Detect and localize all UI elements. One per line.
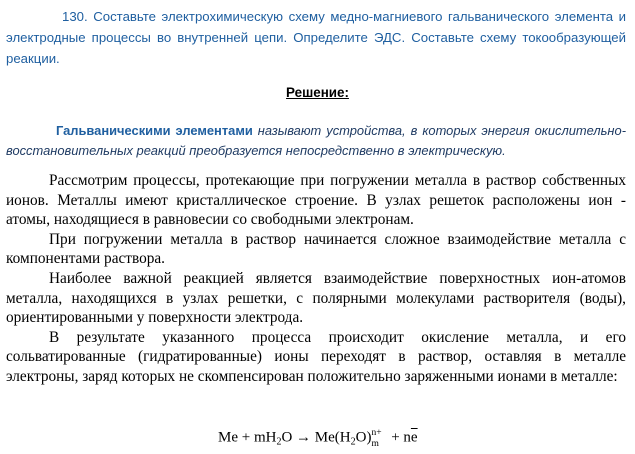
- body-text: [6, 171, 626, 387]
- definition-text: называют устройства, в которых энергия окислительно-восстановительных реакций преобразуется непосредственно в электрическую.: [6, 123, 626, 158]
- definition-term: Гальваническими элементами: [56, 123, 253, 138]
- paragraph: Наиболее важной реакцией является взаимодействие поверхностных ион-атомов металла, находящихся в узлах решетки, с полярными молекулами растворителя (воды), ориентированными у поверхности электрода.: [6, 269, 626, 327]
- solution-heading: Решение:: [286, 85, 349, 100]
- equation-coefficient: m: [371, 439, 379, 449]
- equation: [218, 427, 418, 449]
- equation-subscript: 2: [276, 436, 282, 448]
- paragraph: При погружении металла в раствор начинается сложное взаимодействие металла с компонентами раствора.: [6, 230, 626, 268]
- equation-arrow-part: O → Me(H: [281, 429, 351, 446]
- equation-charge-stack: [371, 427, 387, 449]
- task-text: 130. Составьте электрохимическую схему медно-магниевого гальванического элемента и электродные процессы во внутренней цепи. Определите ЭДС. Составьте схему токообразующей реакции.: [6, 9, 626, 66]
- electron-symbol: $\overline{e}$: [410, 429, 418, 446]
- equation-bracket: O): [355, 429, 372, 446]
- equation-lhs: Me + mH: [218, 429, 277, 446]
- equation-charge: n+: [371, 428, 382, 438]
- paragraph: Рассмотрим процессы, протекающие при погружении металла в раствор собственных ионов. Металлы имеют кристаллическое строение. В узлах решеток расположены ион - атомы, находящиеся в равновесии со свободными электронам.: [6, 172, 626, 229]
- paragraph: В результате указанного процесса происходит окисление металла, и его сольватированные (гидратированные) ионы переходят в раствор, оставляя в металле электроны, заряд которых не скомпенсирован положительно заряженными ионами в металле:: [6, 328, 626, 385]
- equation-plus: + n: [387, 429, 411, 446]
- definition-paragraph: [6, 121, 626, 161]
- equation-subscript: 2: [350, 436, 356, 448]
